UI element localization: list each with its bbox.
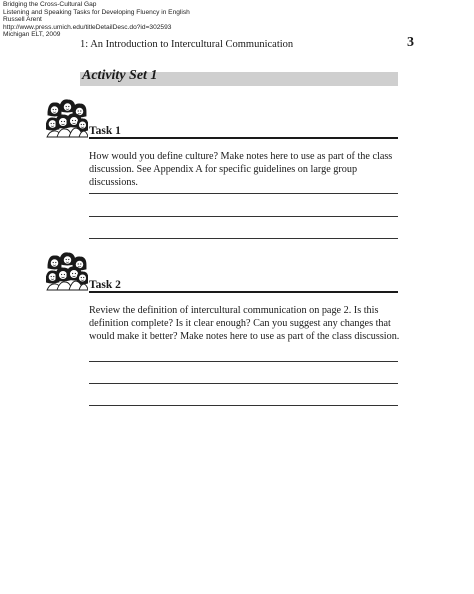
running-head: 1: An Introduction to Intercultural Communication	[80, 39, 294, 50]
source-book-title: Bridging the Cross-Cultural Gap	[3, 1, 97, 8]
task-1-answer-line-1[interactable]	[89, 193, 398, 194]
task-1-answer-line-3[interactable]	[89, 238, 398, 239]
source-info	[3, 1, 190, 39]
source-publisher: Michigan ELT, 2009	[3, 31, 61, 39]
task-2-answer-line-3[interactable]	[89, 405, 398, 406]
task-1-instructions: How would you define culture? Make notes here to use as part of the class discussion. See Appendix A for specific guidelines on large group discussions.	[89, 151, 393, 189]
task-1-answer-line-2[interactable]	[89, 216, 398, 217]
group-discussion-icon	[46, 98, 88, 138]
group-discussion-icon	[46, 251, 88, 291]
task-1-heading-rule	[89, 137, 398, 139]
task-2-answer-line-2[interactable]	[89, 383, 398, 384]
page-number: 3	[407, 35, 414, 50]
task-2-answer-line-1[interactable]	[89, 361, 398, 362]
source-author: Russell Arent	[3, 16, 42, 24]
task-2-instructions: Review the definition of intercultural communication on page 2. Is this definition complete? Is it clear enough? Can you suggest any changes that would make it better? Make notes here to use as part of the class discussion.	[89, 305, 400, 343]
task-1-heading: Task 1	[89, 125, 121, 137]
source-book-subtitle: Listening and Speaking Tasks for Developing Fluency in English	[3, 8, 190, 16]
source-url[interactable]: http://www.press.umich.edu/titleDetailDesc.do?id=302593	[3, 23, 172, 31]
activity-title: Activity Set 1	[82, 68, 158, 83]
task-2-heading: Task 2	[89, 279, 121, 291]
task-2-heading-rule	[89, 291, 398, 293]
